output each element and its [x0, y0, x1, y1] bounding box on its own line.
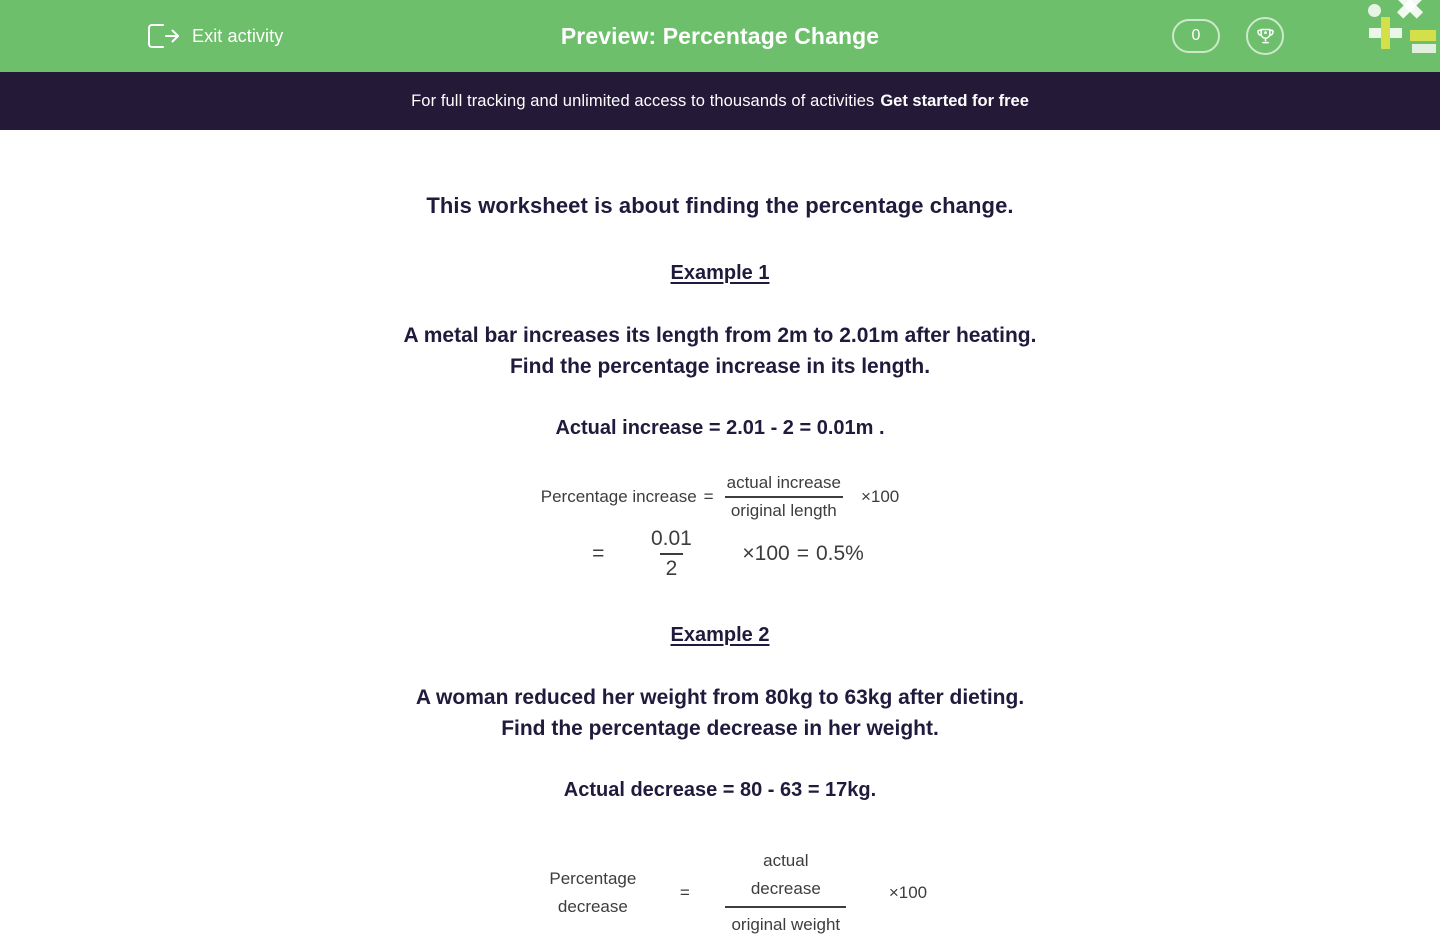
example2-question-line1: A woman reduced her weight from 80kg to 63kg after dieting.: [415, 686, 1025, 709]
example2-formula-equals: =: [679, 883, 690, 902]
exit-activity-label: Exit activity: [192, 25, 284, 46]
example1-formula-row1: [0, 473, 1440, 521]
example1-question: [0, 320, 1440, 382]
example1-substitution-equals: =: [592, 542, 605, 565]
example2-formula-label-line2: decrease: [557, 897, 628, 916]
example2-question: [0, 682, 1440, 744]
example1-formula-equals: =: [703, 487, 714, 506]
example1-formula-label: Percentage increase: [540, 487, 697, 506]
example1-result: 0.5%: [815, 542, 864, 565]
example2-formula-multiplier: ×100: [888, 883, 928, 902]
example2-formula-denominator: original weight: [725, 906, 846, 939]
example1-question-line1: A metal bar increases its length from 2m to 2.01m after heating.: [403, 324, 1037, 347]
exit-icon: [146, 22, 180, 50]
exit-activity-button[interactable]: [146, 22, 283, 50]
trophy-icon: [1255, 26, 1276, 47]
example1-result-equals: =: [796, 542, 809, 565]
worksheet-intro: This worksheet is about finding the percentage change.: [426, 193, 1014, 218]
example1-heading: Example 1: [670, 262, 770, 284]
example2-formula-row: [0, 847, 1440, 939]
example2-formula-label-line1: Percentage: [549, 869, 637, 888]
example1-substitution-denominator: 2: [660, 553, 684, 581]
example1-question-line2: Find the percentage increase in its length.: [509, 355, 931, 378]
example2-formula-numerator-line1: actual: [763, 851, 809, 870]
example1-formula-denominator: original length: [725, 496, 843, 521]
promo-banner[interactable]: [0, 72, 1440, 130]
example2-formula: [0, 847, 1440, 939]
trophy-button[interactable]: [1246, 17, 1284, 55]
example2-formula-label: [513, 865, 673, 921]
worksheet-content: [0, 130, 1440, 934]
example2-question-line2: Find the percentage decrease in her weight.: [501, 717, 939, 740]
example1-formula-fraction: [721, 473, 847, 521]
example2-heading: Example 2: [670, 624, 770, 646]
example1-formula-multiplier: ×100: [860, 487, 900, 506]
score-badge[interactable]: [1172, 19, 1220, 53]
example2-formula-numerator: [745, 847, 827, 906]
page-title: Preview: Percentage Change: [560, 22, 880, 49]
app-header: [0, 0, 1440, 72]
promo-text: For full tracking and unlimited access to thousands of activities: [411, 91, 875, 110]
example1-substitution-multiplier: ×100: [742, 542, 790, 565]
score-value: 0: [1191, 27, 1201, 44]
example1-substitution-row: [0, 527, 1440, 581]
example1-substitution-numerator: 0.01: [650, 527, 692, 550]
get-started-link[interactable]: Get started for free: [880, 91, 1029, 110]
example2-formula-fraction: [697, 847, 875, 939]
example1-formula: [0, 473, 1440, 581]
brand-logo-icon: [1360, 0, 1440, 56]
example2-formula-numerator-line2: decrease: [750, 879, 821, 898]
example2-actual-decrease: Actual decrease = 80 - 63 = 17kg.: [563, 779, 877, 801]
example1-formula-numerator: actual increase: [726, 473, 841, 492]
example1-actual-increase: Actual increase = 2.01 - 2 = 0.01m .: [555, 417, 885, 439]
example1-substitution-fraction: [640, 527, 702, 581]
